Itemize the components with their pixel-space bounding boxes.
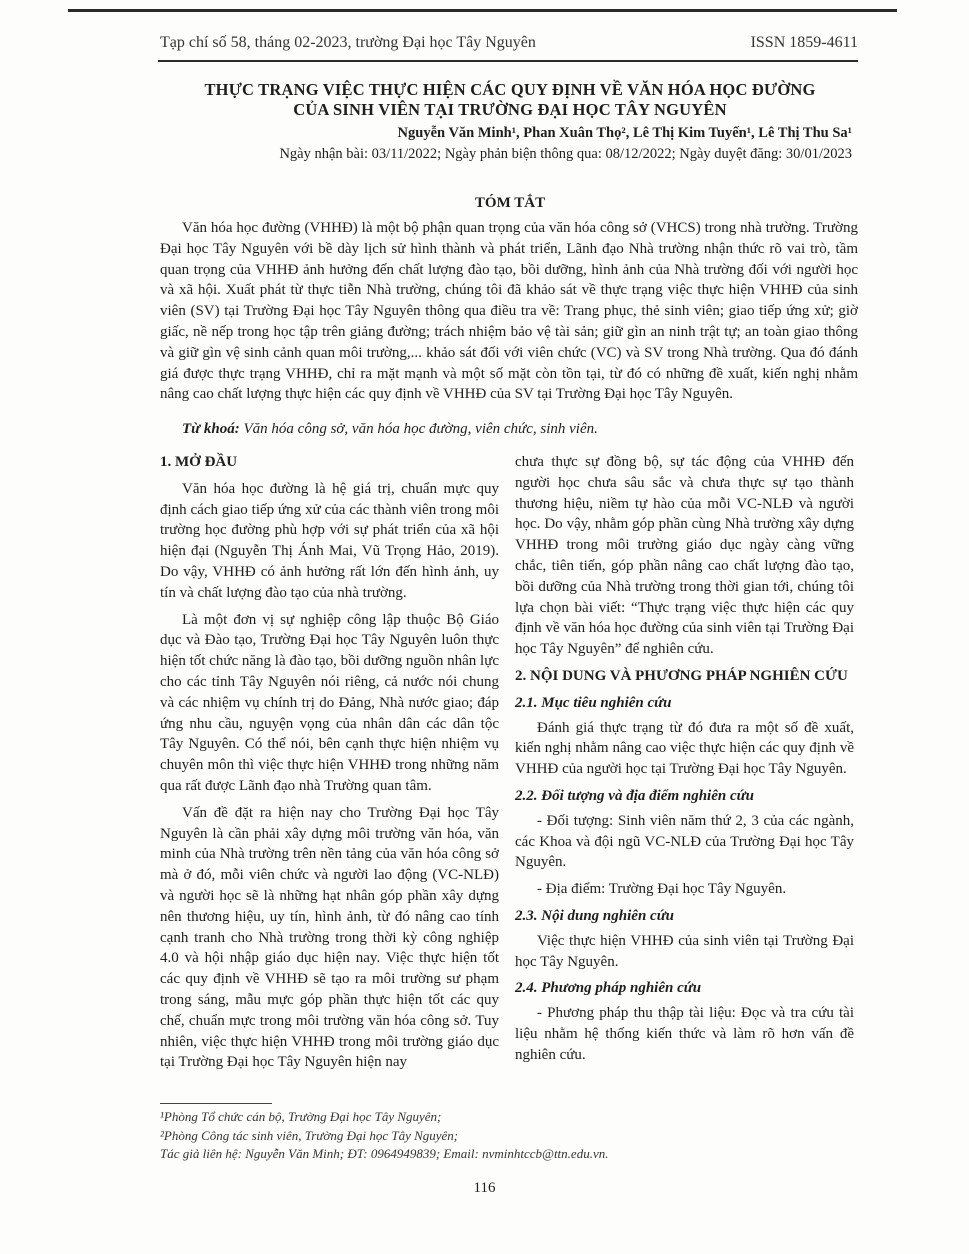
paragraph: - Địa điểm: Trường Đại học Tây Nguyên.	[537, 881, 787, 898]
paragraph: Việc thực hiện VHHĐ của sinh viên tại Trường Đại học Tây Nguyên.	[515, 932, 854, 970]
footnotes	[160, 1108, 860, 1164]
section-2-heading: 2. NỘI DUNG VÀ PHƯƠNG PHÁP NGHIÊN CỨU	[515, 667, 848, 684]
page-number: 116	[473, 1180, 496, 1196]
paragraph: - Đối tượng: Sinh viên năm thứ 2, 3 của các ngành, các Khoa và đội ngũ VC-NLĐ của Trường Đại học Tây Nguyên.	[515, 812, 854, 871]
section-1-heading: 1. MỞ ĐẦU	[160, 454, 238, 470]
paper-title	[160, 80, 860, 120]
footnote-1: ¹Phòng Tổ chức cán bộ, Trường Đại học Tây Nguyên;	[160, 1109, 442, 1124]
paragraph-continued: chưa thực sự đồng bộ, sự tác động của VHHĐ đến người học chưa sâu sắc và chưa thực sự tạo thành thương hiệu, niềm tự hào của mỗi VC-NLĐ và người học. Do vậy, nhằm góp phần cùng Nhà trường xây dựng VHHĐ trong môi trường giáo dục ngày càng vững chắc, tiên tiến, góp phần nâng cao chất lượng đào tạo, bồi dưỡng của Nhà trường trong thời gian tới, chúng tôi lựa chọn bài viết: “Thực trạng việc thực hiện các quy định về văn hóa học đường của sinh viên tại Trường Đại học Tây Nguyên” để nghiên cứu.	[515, 454, 854, 658]
subsection-2-3-heading: 2.3. Nội dung nghiên cứu	[515, 907, 675, 924]
paragraph: Đánh giá thực trạng từ đó đưa ra một số đề xuất, kiến nghị nhằm nâng cao việc thực hiện các quy định về VHHĐ của người học tại Trường Đại học Tây Nguyên.	[515, 719, 854, 778]
footnote-contact: Tác giả liên hệ: Nguyễn Văn Minh; ĐT: 0964949839; Email: nvminhtccb@ttn.edu.vn.	[160, 1146, 609, 1161]
right-column	[515, 452, 854, 1072]
header-top-rule	[68, 9, 897, 12]
keywords-label: Từ khoá:	[182, 421, 240, 437]
title-line-2: CỦA SINH VIÊN TẠI TRƯỜNG ĐẠI HỌC TÂY NGUYÊN	[293, 100, 727, 119]
subsection-2-1-heading: 2.1. Mục tiêu nghiên cứu	[515, 694, 672, 711]
footnote-rule	[160, 1103, 272, 1104]
running-header	[160, 34, 858, 60]
paragraph: Văn hóa học đường là hệ giá trị, chuẩn mực quy định cách giao tiếp ứng xử của các thành viên trong môi trường học đường phù hợp với sự phát triển của xã hội hiện đại (Nguyễn Thị Ánh Mai, Vũ Trọng Hảo, 2019). Do vậy, VHHĐ có ảnh hưởng rất lớn đến hình ảnh, uy tín và chất lượng đào tạo của nhà trường.	[160, 480, 499, 601]
header-bottom-rule	[158, 60, 858, 62]
subsection-2-4-heading: 2.4. Phương pháp nghiên cứu	[515, 980, 702, 997]
paragraph: Vấn đề đặt ra hiện nay cho Trường Đại học Tây Nguyên là cần phải xây dựng môi trường văn hóa, văn minh của Nhà trường trên nền tảng của văn hóa công sở mà ở đó, mỗi viên chức và người lao động (VC-NLĐ) và người học sẽ là những hạt nhân góp phần xây dựng nên thương hiệu, uy tín, hình ảnh, từ đó nâng cao tính cạnh tranh cho Nhà trường trong thời kỳ công nghiệp 4.0 và hội nhập giáo dục hiện nay. Việc thực hiện tốt các quy định về VHHĐ sẽ tạo ra môi trường sư phạm trong sáng, mẫu mực góp phần thực hiện tốt các quy chế, chuẩn mực trong môi trường văn hóa công sở. Tuy nhiên, việc thực hiện VHHĐ trong môi trường giáo dục tại Trường Đại học Tây Nguyên hiện nay	[160, 804, 499, 1071]
issn: ISSN 1859-4611	[750, 34, 858, 51]
abstract-heading: TÓM TẮT	[474, 195, 546, 211]
authors: Nguyễn Văn Minh¹, Phan Xuân Thọ², Lê Thị Kim Tuyến¹, Lê Thị Thu Sa¹	[397, 125, 852, 141]
paragraph: - Phương pháp thu thập tài liệu: Đọc và tra cứu tài liệu nhằm hệ thống kiến thức và làm rõ hơn vấn đề nghiên cứu.	[515, 1005, 854, 1063]
footnote-2: ²Phòng Công tác sinh viên, Trường Đại học Tây Nguyên;	[160, 1127, 459, 1143]
paragraph: Là một đơn vị sự nghiệp công lập thuộc Bộ Giáo dục và Đào tạo, Trường Đại học Tây Nguyên luôn thực hiện tốt chức năng là đào tạo, bồi dưỡng nguồn nhân lực cho các tỉnh Tây Nguyên nói riêng, cả nước nói chung và các nhiệm vụ chính trị do Đảng, Nhà nước giao; đáp ứng nhu cầu, nguyện vọng của nhân dân các dân tộc Tây Nguyên. Có thể nói, bên cạnh thực hiện nhiệm vụ chuyên môn thì việc thực hiện VHHĐ trong những năm qua rất được Lãnh đạo nhà Trường quan tâm.	[160, 611, 499, 794]
left-column	[160, 452, 499, 1079]
keywords	[160, 421, 858, 438]
journal-name: Tạp chí số 58, tháng 02-2023, trường Đại học Tây Nguyên	[160, 34, 536, 51]
abstract-text: Văn hóa học đường (VHHĐ) là một bộ phận quan trọng của văn hóa công sở (VHCS) trong nhà trường. Trường Đại học Tây Nguyên với bề dày lịch sử hình thành và phát triển, Lãnh đạo Nhà trường nhận thức rõ vai trò, tầm quan trọng của VHHĐ ảnh hưởng đến chất lượng đào tạo, bồi dưỡng, hình ảnh của Nhà trường đối với người học và xã hội. Xuất phát từ thực tiễn Nhà trường, chúng tôi đã khảo sát về thực trạng việc thực hiện VHHĐ của sinh viên (SV) tại Trường Đại học Tây Nguyên thông qua điều tra về: Trang phục, thẻ sinh viên; giao tiếp ứng xử; giờ giấc, nề nếp trong học tập trên giảng đường; trách nhiệm bảo vệ tài sản; giữ gìn an ninh trật tự; an toàn giao thông và giữ gìn vệ sinh cảnh quan môi trường,... khảo sát đối với viên chức (VC) và SV trong Nhà trường. Qua đó đánh giá được thực trạng VHHĐ, chỉ ra mặt mạnh và một số mặt còn tồn tại, từ đó có những đề xuất, kiến nghị nhằm nâng cao chất lượng thực hiện các quy định về VHHĐ của SV tại Trường Đại học Tây Nguyên.	[160, 220, 858, 403]
submission-dates: Ngày nhận bài: 03/11/2022; Ngày phản biện thông qua: 08/12/2022; Ngày duyệt đăng: 30/01/2023	[279, 146, 852, 162]
keywords-text: Văn hóa công sở, văn hóa học đường, viên chức, sinh viên.	[239, 421, 598, 437]
subsection-2-2-heading: 2.2. Đối tượng và địa điểm nghiên cứu	[515, 787, 754, 804]
title-line-1: THỰC TRẠNG VIỆC THỰC HIỆN CÁC QUY ĐỊNH VỀ VĂN HÓA HỌC ĐƯỜNG	[204, 80, 816, 99]
abstract	[160, 218, 858, 405]
